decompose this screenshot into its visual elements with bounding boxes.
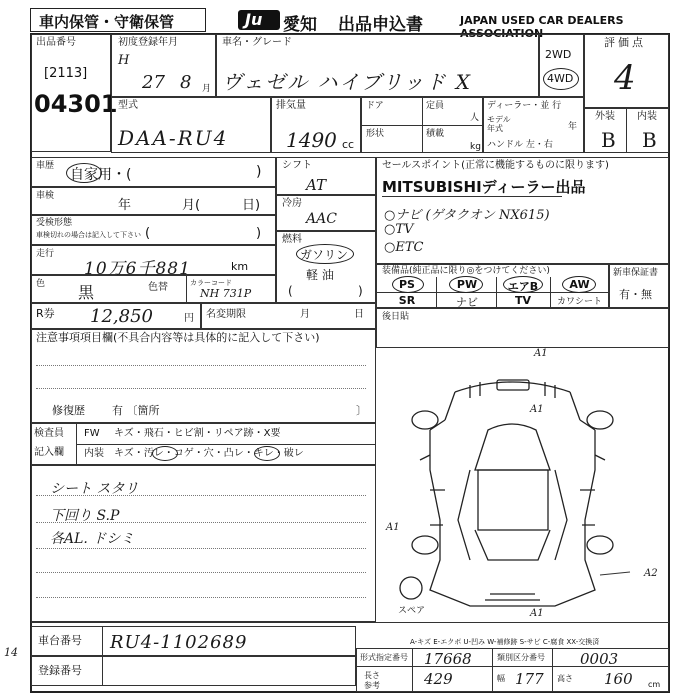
history-value: 自家用・( [70,167,132,183]
model-label: 車名・グレード [222,37,292,48]
recycle-unit: 円 [184,313,194,324]
reg-number-label: 登録番号 [38,664,82,677]
sales-dealer: MITSUBISHIディーラー出品 [382,178,586,196]
form-title: 出品申込書 [338,15,423,35]
inspector-fw-items: キズ・飛石・ヒビ割・リペア跡・X要 [114,428,281,439]
storage-label: 車内保管・守衛保管 [39,13,175,31]
inspection-label: 車検 [36,191,55,201]
equipment-label: 装備品(純正品に限り◎をつけてください) [382,266,550,276]
accept-note: 車検切れの場合は記入して下さい [36,231,141,239]
type-value: DAA-RU4 [118,126,229,150]
diagram-mark-5: A2 [644,568,658,579]
inspector-interior-items: キズ・汚レ・コゲ・穴・凸レ・キレ・破レ [114,448,304,459]
guarantee-value: 有・無 [619,288,652,301]
spare-tire [400,577,422,599]
color-code-label: カラーコード [190,279,232,287]
color-code: NH 731P [200,287,252,300]
grade-interior-label: 内装 [637,111,657,122]
accept-label: 受検形態 [36,218,73,228]
recycle-label: R券 [36,307,55,320]
footer-category-value: 0003 [580,650,619,668]
equip-navi: ナビ [456,296,478,309]
dealer-label: ディーラー・並 行 [487,101,562,111]
chassis-value: RU4-1102689 [110,632,248,653]
region-title: 愛知 [283,15,317,35]
lot-sub-number: [2113] [44,66,88,81]
capacity-unit: 人 [470,113,480,123]
grade-value: 4 [614,58,636,98]
diagram-mark-1: A1 [534,348,548,359]
footer-ref: 参考 [364,681,380,690]
lot-label: 出品番号 [36,37,76,48]
ju-logo-text: Ju [245,10,263,29]
drive-4wd: 4WD [547,72,574,85]
sales-item-1: ○ナビ (ゲタクオン NX615) [384,208,550,223]
grade-label: 評価点 [604,36,646,49]
fuel-paren: ( [288,284,293,298]
color-label: 色 [36,279,46,289]
drive-2wd: 2WD [545,48,572,61]
model-value: ヴェゼル ハイブリッド X [222,70,472,94]
remark-3: 各AL. ドシミ [50,531,135,547]
sales-label: セールスポイント(正常に機能するものに限ります) [382,160,609,171]
model-year-label: モデル年式 [487,115,511,133]
repair-value: 有 〔箇所 [112,404,160,417]
grade-interior: B [642,128,657,152]
name-change-label: 名変期限 [206,309,246,320]
remark-1: シート スタリ [50,481,139,497]
diagram-mark-2: A1 [530,404,544,415]
registration-year: 27 [142,72,165,93]
color-value: 黒 [78,283,95,302]
footer-class-label: 形式指定番号 [360,653,408,662]
ac-label: 冷房 [282,198,302,209]
equip-sr: SR [398,294,416,307]
model-year-unit: 年 [568,122,578,132]
inspector-interior: 内装 [84,448,104,459]
sales-item-2: ○TV [384,222,414,237]
spec-footer-v3 [552,648,553,692]
association-name: JAPAN USED CAR DEALERS ASSOCIATION [460,14,624,40]
footer-length-label: 長さ [364,671,380,680]
post-sticker-label: 後日貼 [382,312,410,322]
footer-unit: cm [648,680,661,689]
roof [478,470,548,530]
footer-category-label: 類別区分番号 [497,653,545,662]
windshield [475,424,550,470]
mileage-unit: km [231,260,249,273]
footer-height-label: 高さ [557,674,573,683]
shift-label: シフト [282,160,312,171]
handle-label: ハンドル 左・右 [487,140,553,150]
mileage-value: 10万6千881 [84,259,191,279]
grade-exterior: B [601,128,616,152]
remark-2: 下回り S.P [50,508,120,524]
registration-month: 8 [180,72,192,93]
fuel-close: ) [358,284,363,298]
shift-value: AT [306,176,327,194]
door-label: ドア [366,101,384,111]
guarantee-label: 新車保証書 [613,268,659,278]
repair-close: 〕 [356,404,367,417]
chassis-divider [102,626,103,656]
mileage-label: 走行 [36,249,55,259]
equip-aw: AW [569,278,590,291]
load-unit: kg [470,142,481,152]
name-change-day: 日 [354,309,364,320]
history-label: 車歴 [36,161,55,171]
shape-label: 形状 [366,129,385,139]
equip-tv: TV [514,294,532,307]
footer-memo: 14 [4,646,18,659]
spec-footer-v1 [412,648,413,692]
registration-era: H [118,53,130,68]
equip-airbag: エアB [507,280,539,293]
inspection-year-unit: 年 [118,198,132,213]
footer-class-value: 17668 [424,650,472,668]
reg-divider [102,656,103,686]
lot-number: 04301 [34,90,118,118]
spec-footer-hdivider [356,666,669,667]
fuel-label: 燃料 [282,234,302,245]
equip-ps: PS [399,278,415,291]
body-outline [430,430,595,606]
accept-paren: ( [145,226,151,241]
name-change-month: 月 [300,309,310,320]
spec-footer-v2 [492,648,493,692]
type-label: 型式 [118,100,138,111]
bottom-divider [31,622,669,623]
ac-value: AAC [306,211,337,227]
footer-width-label: 幅 [497,674,505,683]
color-change-label: 色替 [148,282,168,293]
rear-window [475,530,550,560]
diagram-legend: A-キズ E-エクボ U-凹み W-補修跡 S-サビ C-腐食 XX-交換済 [410,638,600,646]
inspection-day-unit: 日) [242,198,261,213]
capacity-label: 定員 [426,101,445,111]
inspector-label: 検査員 [34,428,64,439]
load-label: 積載 [426,129,445,139]
diagram-mark-4: A1 [530,608,544,619]
notes-label: 注意事項項目欄(不具合内容等は具体的に記入して下さい) [36,331,320,344]
displacement-value: 1490 [286,128,337,152]
inspection-month-unit: 月( [182,198,201,213]
equip-pw: PW [456,278,478,291]
sales-item-3: ○ETC [384,240,424,255]
footer-width-value: 177 [515,670,544,688]
history-close: ) [256,164,262,180]
fuel-diesel: 軽 油 [306,268,334,282]
inspector-entry-label: 記入欄 [34,447,64,458]
fuel-gasoline: ガソリン [300,248,349,262]
chassis-label: 車台番号 [38,634,82,647]
footer-height-value: 160 [604,670,633,688]
repair-label: 修復歴 [52,404,85,417]
diagram-mark-3: A1 [386,522,400,533]
recycle-value: 12,850 [90,306,153,327]
grade-exterior-label: 外装 [595,111,615,122]
displacement-label: 排気量 [276,100,306,111]
footer-length-value: 429 [424,670,453,688]
inspector-fw: FW [84,428,100,439]
displacement-unit: cc [342,138,355,151]
equip-seat: カワシート [556,297,602,307]
mark-line-1 [600,572,630,575]
registration-month-unit: 月 [202,84,212,94]
spare-label: スペア [398,606,426,616]
registration-label: 初度登録年月 [118,37,178,48]
accept-close: ) [256,226,262,241]
